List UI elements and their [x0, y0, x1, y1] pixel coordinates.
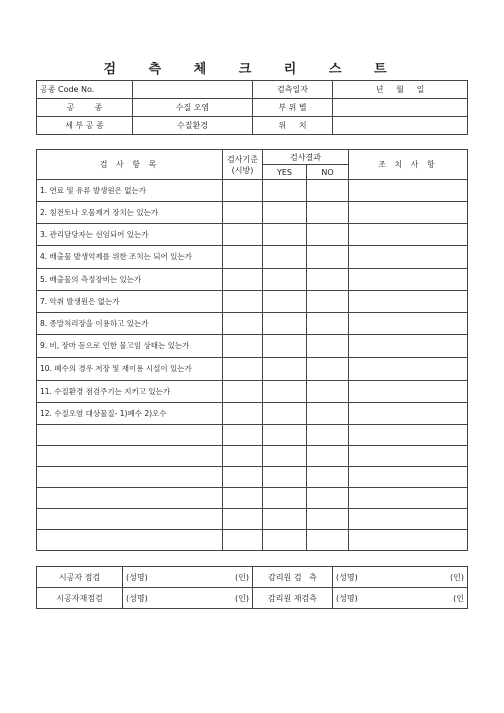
- standard-cell[interactable]: [223, 446, 263, 467]
- code-label: 공종 Code No.: [37, 81, 133, 99]
- sign-row2-left-name: (성명): [126, 593, 148, 603]
- item-text: [37, 425, 223, 446]
- no-cell[interactable]: [307, 224, 349, 246]
- item-text: 2. 침전토나 오물제거 장치는 있는가: [37, 202, 223, 224]
- item-text: 4. 배출물 발생억제를 위한 조치는 되어 있는가: [37, 246, 223, 269]
- work-value[interactable]: 수질 오염: [133, 99, 253, 117]
- checklist-row: [37, 467, 468, 488]
- detail-label: 세 부 공 종: [37, 117, 133, 135]
- sign-row2-right-label: 감리원 재검측: [253, 588, 333, 609]
- checklist-row: [37, 488, 468, 509]
- item-text: [37, 488, 223, 509]
- sign-row1-left-field[interactable]: [123, 567, 253, 588]
- work-label: 공 종: [37, 99, 133, 117]
- sign-row1-left-name: (성명): [126, 572, 148, 582]
- standard-cell[interactable]: [223, 358, 263, 381]
- standard-cell[interactable]: [223, 246, 263, 269]
- no-cell[interactable]: [307, 530, 349, 551]
- sign-row2-right-seal: (인: [453, 593, 464, 603]
- item-text: 10. 폐수의 경우 저장 및 재이용 시설이 있는가: [37, 358, 223, 381]
- no-cell[interactable]: [307, 335, 349, 358]
- standard-cell[interactable]: [223, 530, 263, 551]
- no-cell[interactable]: [307, 381, 349, 403]
- item-text: [37, 509, 223, 530]
- yes-cell[interactable]: [263, 246, 307, 269]
- yes-cell[interactable]: [263, 291, 307, 313]
- standard-cell[interactable]: [223, 425, 263, 446]
- item-text: 1. 연료 및 유류 발생원은 없는가: [37, 180, 223, 202]
- col-no-header: NO: [307, 165, 349, 180]
- sign-row2-right-field[interactable]: [333, 588, 468, 609]
- date-label: 검측일자: [253, 81, 333, 99]
- action-cell[interactable]: [349, 467, 468, 488]
- no-cell[interactable]: [307, 425, 349, 446]
- no-cell[interactable]: [307, 269, 349, 291]
- standard-cell[interactable]: [223, 313, 263, 335]
- action-cell[interactable]: [349, 180, 468, 202]
- item-text: 8. 종말처리장을 이용하고 있는가: [37, 313, 223, 335]
- standard-cell[interactable]: [223, 381, 263, 403]
- action-cell[interactable]: [349, 335, 468, 358]
- standard-cell[interactable]: [223, 467, 263, 488]
- sign-row2-left-label: 시공자재점검: [37, 588, 123, 609]
- yes-cell[interactable]: [263, 313, 307, 335]
- detail-value[interactable]: 수질환경: [133, 117, 253, 135]
- col-standard-header: [223, 150, 263, 180]
- sign-row2-left-field[interactable]: [123, 588, 253, 609]
- no-cell[interactable]: [307, 246, 349, 269]
- item-text: 7. 악취 발생원은 없는가: [37, 291, 223, 313]
- signature-table: [36, 566, 468, 609]
- checklist-row: [37, 335, 468, 358]
- col-standard-line2: (시방): [231, 165, 254, 175]
- checklist-row: [37, 291, 468, 313]
- yes-cell[interactable]: [263, 509, 307, 530]
- checklist-row: [37, 246, 468, 269]
- item-text: [37, 446, 223, 467]
- yes-cell[interactable]: [263, 403, 307, 425]
- yes-cell[interactable]: [263, 335, 307, 358]
- checklist-row: [37, 180, 468, 202]
- part-value[interactable]: [333, 99, 468, 117]
- action-cell[interactable]: [349, 358, 468, 381]
- yes-cell[interactable]: [263, 467, 307, 488]
- yes-cell[interactable]: [263, 269, 307, 291]
- col-item-header: 검 사 항 목: [37, 150, 223, 180]
- no-cell[interactable]: [307, 291, 349, 313]
- no-cell[interactable]: [307, 403, 349, 425]
- yes-cell[interactable]: [263, 202, 307, 224]
- action-cell[interactable]: [349, 530, 468, 551]
- checklist-row: [37, 403, 468, 425]
- standard-cell[interactable]: [223, 509, 263, 530]
- checklist-row: [37, 381, 468, 403]
- no-cell[interactable]: [307, 358, 349, 381]
- checklist-row: [37, 224, 468, 246]
- action-cell[interactable]: [349, 403, 468, 425]
- yes-cell[interactable]: [263, 488, 307, 509]
- standard-cell[interactable]: [223, 335, 263, 358]
- no-cell[interactable]: [307, 446, 349, 467]
- checklist-table: [36, 149, 468, 551]
- yes-cell[interactable]: [263, 224, 307, 246]
- location-value[interactable]: [333, 117, 468, 135]
- item-text: 9. 비, 장마 등으로 인한 물고임 상태는 있는가: [37, 335, 223, 358]
- col-result-header: 검사결과: [263, 150, 349, 165]
- yes-cell[interactable]: [263, 425, 307, 446]
- action-cell[interactable]: [349, 269, 468, 291]
- checklist-row: [37, 202, 468, 224]
- checklist-row: [37, 509, 468, 530]
- item-text: 11. 수질환경 점검주기는 지키고 있는가: [37, 381, 223, 403]
- checklist-row: [37, 313, 468, 335]
- item-text: [37, 530, 223, 551]
- checklist-row: [37, 425, 468, 446]
- standard-cell[interactable]: [223, 488, 263, 509]
- action-cell[interactable]: [349, 425, 468, 446]
- action-cell[interactable]: [349, 381, 468, 403]
- header-info-table: [36, 80, 468, 135]
- sign-row1-left-label: 시공자 점검: [37, 567, 123, 588]
- no-cell[interactable]: [307, 467, 349, 488]
- yes-cell[interactable]: [263, 180, 307, 202]
- location-label: 위 치: [253, 117, 333, 135]
- page-title: 검 측 체 크 리 스 트: [103, 62, 401, 77]
- action-cell[interactable]: [349, 224, 468, 246]
- action-cell[interactable]: [349, 202, 468, 224]
- yes-cell[interactable]: [263, 358, 307, 381]
- no-cell[interactable]: [307, 488, 349, 509]
- item-text: 3. 관리담당자는 선임되어 있는가: [37, 224, 223, 246]
- date-value[interactable]: 년 월 일: [333, 81, 468, 99]
- yes-cell[interactable]: [263, 381, 307, 403]
- checklist-row: [37, 269, 468, 291]
- action-cell[interactable]: [349, 488, 468, 509]
- action-cell[interactable]: [349, 291, 468, 313]
- yes-cell[interactable]: [263, 446, 307, 467]
- code-value[interactable]: [133, 81, 253, 99]
- standard-cell[interactable]: [223, 202, 263, 224]
- sign-row1-right-label: 감리원 검 측: [253, 567, 333, 588]
- col-action-header: 조 치 사 항: [349, 150, 468, 180]
- sign-row1-right-field[interactable]: [333, 567, 468, 588]
- standard-cell[interactable]: [223, 224, 263, 246]
- col-standard-line1: 검사기준: [227, 154, 258, 164]
- action-cell[interactable]: [349, 446, 468, 467]
- action-cell[interactable]: [349, 313, 468, 335]
- standard-cell[interactable]: [223, 180, 263, 202]
- col-yes-header: YES: [263, 165, 307, 180]
- item-text: 5. 배출물의 측정장비는 있는가: [37, 269, 223, 291]
- sign-row2-right-name: (성명): [336, 593, 358, 603]
- sign-row2-left-seal: (인): [235, 593, 249, 603]
- sign-row1-left-seal: (인): [235, 572, 249, 582]
- standard-cell[interactable]: [223, 403, 263, 425]
- checklist-row: [37, 358, 468, 381]
- checklist-body: [37, 180, 468, 551]
- item-text: [37, 467, 223, 488]
- checklist-row: [37, 446, 468, 467]
- yes-cell[interactable]: [263, 530, 307, 551]
- standard-cell[interactable]: [223, 291, 263, 313]
- item-text: 12. 수질오염 대상물질- 1)폐수 2)오수: [37, 403, 223, 425]
- checklist-row: [37, 530, 468, 551]
- action-cell[interactable]: [349, 246, 468, 269]
- no-cell[interactable]: [307, 313, 349, 335]
- part-label: 부 위 별: [253, 99, 333, 117]
- no-cell[interactable]: [307, 180, 349, 202]
- standard-cell[interactable]: [223, 269, 263, 291]
- action-cell[interactable]: [349, 509, 468, 530]
- sign-row1-right-name: (성명): [336, 572, 358, 582]
- no-cell[interactable]: [307, 509, 349, 530]
- no-cell[interactable]: [307, 202, 349, 224]
- sign-row1-right-seal: (인): [450, 572, 464, 582]
